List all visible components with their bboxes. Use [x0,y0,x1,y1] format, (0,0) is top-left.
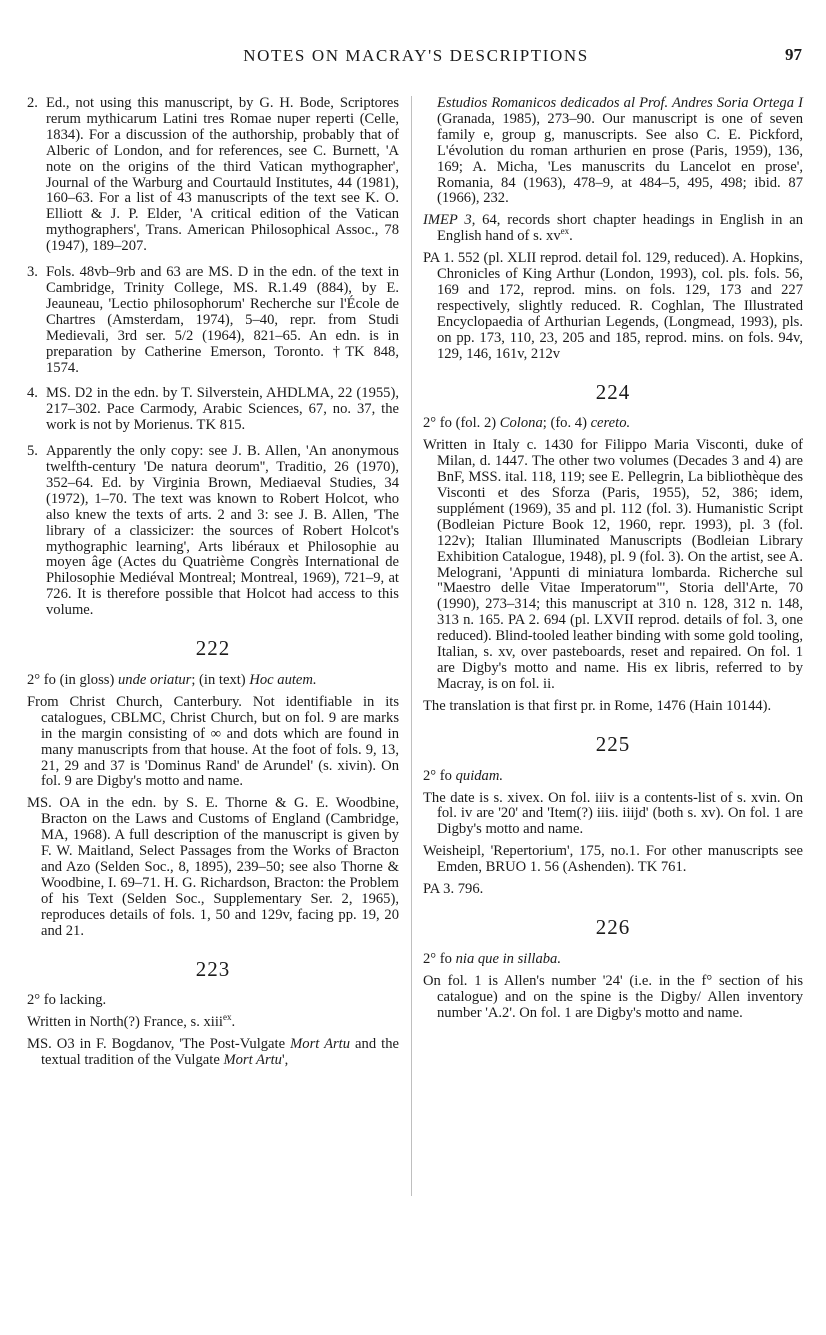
left-column [27,96,399,1075]
section-number-225: 225 [595,731,631,756]
entry-paragraph: MS. OA in the edn. by S. E. Thorne & G. E. Woodbine, Bracton on the Laws and Customs of England (Cambridge, MA, 1968). A full description of the manuscript is given by F. W. Maitland, Select Passages from the Works of Bracton and Azo (Selden Soc., 8, 1895), 239–50; see also Thorne & Woodbine, I. 69–71. H. G. Richardson, Bracton: the Problem of his Text (Selden Soc., Supplementary Ser. 2, 1965), reproduces details of fols. 1, 50 and 129v, facing pp. 19, 20 and 21. [27,795,399,939]
footnote [27,444,399,619]
entry-text: Written in North(?) France, s. xiii [27,1014,223,1031]
folio-text: ; (fo. 4) [542,415,591,432]
title-italic: Estudios Romanicos dedicados al Prof. Andres Soria Ortega I [437,95,803,111]
entry-paragraph [423,213,803,245]
folio-text: ; (in text) [191,672,250,688]
folio-word: quidam. [455,767,504,784]
folio-word: nia que in sillaba. [455,950,561,967]
section-number-222: 222 [195,636,231,661]
footnote-text: Fols. 48vb–9rb and 63 are MS. D in the edn. of the text in Cambridge, Trinity College, MS. R.1.49 (884), by E. Jeauneau, 'Lectio philosophorum' Recherche sur l'École de Chartres (Amsterdam, 1974), 5–40, repr. from Studi Medievali, 3rd ser. 5/2 (1964), 821–65. An edn. is in preparation by Catherine Emerson, Toronto. †TK 848, 1574. [46,264,399,376]
entry-paragraph: From Christ Church, Canterbury. Not identifiable in its catalogues, CBLMC, Christ Church, but on fol. 9 are marks in the margin consisting of ∞ and dots which are found in many manuscripts from that house. At the foot of fols. 9, 13, 21, 29 and 37 is 'Dominus Rand' de Arundel' (s. xivin). On fol. 9 are Digby's motto and name. [27,693,399,790]
section-number-226: 226 [595,914,631,939]
footnote-text: MS. D2 in the edn. by T. Silverstein, AHDLMA, 22 (1955), 217–302. Pace Carmody, Arabic Sciences, 67, no. 37, the work is not by Morienus. TK 815. [46,385,399,434]
folio-word: unde oriatur [117,672,192,688]
footnote [27,96,399,255]
entry-text: and the textual tradition of the Vulgate [41,1036,399,1069]
folio-line-223: 2° fo lacking. [27,992,107,1009]
superscript: ex [560,226,570,237]
superscript: ex [222,1012,232,1023]
footnote-number: 5. [27,443,38,460]
folio-line-225 [423,769,803,785]
footnote-text: Ed., not using this manuscript, by G. H. Bode, Scriptores rerum mythicarum Latini tres Romae nuper reperti (Celle, 1834). For a discussion of the authorship, probably that of Alberic of London, and for references, see C. Burnett, 'A note on the origins of the third Vatican mythographer', Journal of the Warburg and Courtauld Institutes, 44 (1981), 160–63. For a list of 43 manuscripts of the text see K. O. Elliott & J. P. Elder, 'A critical edition of the Vatican mythographers', Trans. American Philosophical Assoc., 78 (1947), 189–207. [46,95,399,255]
section-number-224: 224 [595,379,631,404]
entry-paragraph: PA 1. 552 (pl. XLII reprod. detail fol. 129, reduced). A. Hopkins, Chronicles of King Arthur (London, 1993), col. pls. fols. 56, 169 and 172, reprod. mins. on fols. 129, 173 and 227 respectively, slightly reduced. R. Coghlan, The Illustrated Encyclopaedia of Arthurian Legends, (Longmead, 1993), pls. on pp. 173, 110, 23, 205 and 185, reprod. mins. on fols. 94v, 129, 146, 161v, 212v [423,250,803,362]
footnote-number: 4. [27,385,38,402]
section-number-223: 223 [195,956,231,981]
entry-paragraph: Written in Italy c. 1430 for Filippo Maria Visconti, duke of Milan, d. 1447. The other two volumes (Decades 3 and 4) are BnF, MSS. ital. 118, 119; see E. Pellegrin, La bibliothèque des Visconti et des Sforza (Paris, 1955), 52, 386; idem, supplément (1969), 35 and pl. 112 (fol. 3). Humanistic Script (Bodleian Picture Book 12, 1960, repr. 1993), pl. 3 (fol. 122v); Italian Illuminated Manuscripts (Bodleian Library Exhibition Catalogue, 1948), pl. 9 (fol. 3). On the artist, see A. Melograni, 'Appunti di miniatura lombarda. Richerche sul "Maestro delle Vitae Imperatorum"', Storia dell'Arte, 70 (1990), 273–314; this manuscript at 310 n. 128, 312 n. 148, 313 n. 165. PA 2. 694 (pl. LXVII reprod. details of fol. 3, one reduced). Blind-tooled leather binding with some gold tooling, Italian, s. xv, over pasteboards, reset and repaired. On fol. 1 are Digby's motto and name. His ex libris, referred to by Macray, is on fol. ii. [423,437,803,692]
entry-text: . [569,228,573,245]
entry-paragraph: The translation is that first pr. in Rome, 1476 (Hain 10144). [423,697,772,714]
title-italic: Mort Artu [223,1052,282,1069]
footnote [27,265,399,376]
entry-paragraph: The date is s. xivex. On fol. iiiv is a contents-list of s. xvin. On fol. iv are '20' and 'Item(?) iiis. iiijd' (both s. xv). On fol. 1 are Digby's motto and name. [423,789,803,838]
folio-line-222 [27,673,399,689]
footnote-number: 3. [27,264,38,281]
folio-text: 2° fo [423,767,456,784]
entry-text: ', [281,1052,289,1069]
folio-text: 2° fo [423,950,456,967]
entry-text: , 64, records short chapter headings in English in an English hand of s. xv [437,212,803,245]
entry-paragraph [27,1037,399,1069]
footnote [27,386,399,434]
entry-paragraph [27,1012,399,1031]
entry-paragraph: Weisheipl, 'Repertorium', 175, no.1. For other manuscripts see Emden, BRUO 1. 56 (Ashenden). TK 761. [423,843,803,876]
folio-text: 2° fo (in gloss) [27,672,118,688]
running-title: NOTES ON MACRAY'S DESCRIPTIONS [243,46,589,65]
folio-word: cereto. [590,415,631,432]
column-divider [411,96,412,1196]
entry-paragraph: On fol. 1 is Allen's number '24' (i.e. in the f° section of his catalogue) and on the spine is the Digby/ Allen inventory number 'A.2'. On fol. 1 are Digby's motto and name. [423,972,803,1021]
entry-text: . [231,1014,236,1031]
title-italic: Mort Artu [290,1036,351,1053]
entry-text: MS. O3 in F. Bogdanov, 'The Post-Vulgate [27,1036,291,1053]
folio-word: Colona [499,415,543,432]
footnote-text: Apparently the only copy: see J. B. Allen, 'An anonymous twelfth-century 'De natura deorum'', Traditio, 26 (1970), 352–64. Ed. by Virginia Brown, Mediaeval Studies, 34 (1972), 1–70. The text was known to Robert Holcot, who also knew the texts of arts. 2 and 3: see J. B. Allen, 'The library of a classicizer: the sources of Robert Holcot's mythographic learning', Arts libéraux et Philosophie au moyen âge (Actes du Quatrième Congrès International de Philosophie Mediéval Montreal; Montreal, 1969), 721–9, at 726. It is therefore possible that Holcot had access to this volume. [46,443,399,619]
page-number: 97 [785,45,802,64]
entry-continuation [423,96,803,207]
folio-text: 2° fo (fol. 2) [423,415,500,432]
right-column [423,96,803,1028]
title-italic: IMEP 3 [423,212,472,229]
folio-line-224 [423,416,803,432]
page-header [30,44,802,70]
footnote-number: 2. [27,95,38,111]
entry-text: (Granada, 1985), 273–90. Our manuscript is one of seven family e, group g, manuscripts. See also C. E. Pickford, L'évolution du roman arthurien en prose (Paris, 1959), 136, 169; A. Micha, 'Les manuscrits du Lancelot en prose', Romania, 84 (1963), 478–9, at 484–5, 495, 498; ibid. 87 (1966), 232. [437,110,803,207]
folio-line-226 [423,952,803,968]
entry-paragraph: PA 3. 796. [423,881,484,898]
folio-word: Hoc autem. [249,672,317,688]
